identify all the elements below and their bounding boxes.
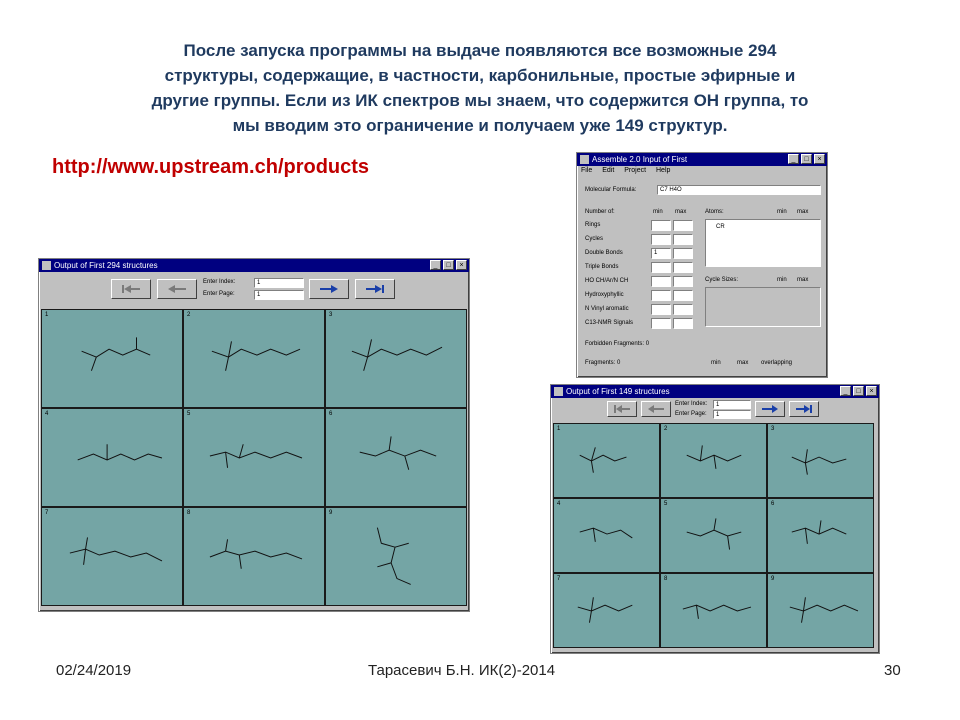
c13-nmr-min-input[interactable]: [651, 318, 671, 329]
enter-index-label: Enter Index:: [675, 401, 708, 407]
structure-cell-9[interactable]: 9: [325, 507, 467, 606]
structure-cell-2[interactable]: 2: [660, 423, 767, 498]
cycles-max-input[interactable]: [673, 234, 693, 245]
output-window-149: [550, 384, 880, 654]
molecule-drawing: [554, 499, 659, 572]
molecule-drawing: [184, 508, 324, 605]
molecule-drawing: [184, 310, 324, 407]
molecule-drawing: [42, 508, 182, 605]
heading-line-1: После запуска программы на выдаче появляются все возможные 294: [183, 41, 777, 60]
molecule-drawing: [768, 499, 873, 572]
enter-index-input[interactable]: 1: [713, 400, 751, 409]
cycle-max-label: max: [797, 277, 809, 283]
maximize-button[interactable]: □: [801, 154, 812, 164]
prev-page-button[interactable]: [157, 279, 197, 299]
title-bar: Output of First 294 structures _ □ ×: [39, 259, 469, 272]
slide-heading: [40, 38, 920, 138]
left-arrow-icon: [166, 284, 188, 294]
last-page-button[interactable]: [355, 279, 395, 299]
last-arrow-icon: [795, 405, 813, 413]
double-bonds-min-input[interactable]: 1: [651, 248, 671, 259]
structure-cell-4[interactable]: 4: [41, 408, 183, 507]
constraint-label-cycles: Cycles: [585, 236, 604, 242]
menu-help[interactable]: Help: [656, 167, 671, 174]
rings-min-input[interactable]: [651, 220, 671, 231]
molecule-drawing: [42, 310, 182, 407]
constraint-label-c13-nmr: C13-NMR Signals: [585, 320, 634, 326]
structure-cell-6[interactable]: 6: [767, 498, 874, 573]
hydroxyphyllic-min-input[interactable]: [651, 290, 671, 301]
molecule-drawing: [326, 508, 466, 605]
close-button[interactable]: ×: [866, 386, 877, 396]
atoms-list[interactable]: [705, 219, 821, 267]
hydroxyphyllic-max-input[interactable]: [673, 290, 693, 301]
footer-date: 02/24/2019: [56, 662, 132, 679]
molecule-drawing: [768, 574, 873, 647]
enter-index-label: Enter Index:: [203, 279, 236, 285]
enter-index-input[interactable]: 1: [254, 278, 304, 288]
structure-cell-1[interactable]: 1: [41, 309, 183, 408]
molecular-formula-label: Molecular Formula:: [585, 187, 637, 193]
structure-cell-5[interactable]: 5: [183, 408, 325, 507]
cycle-sizes-list[interactable]: [705, 287, 821, 327]
structure-cell-3[interactable]: 3: [767, 423, 874, 498]
structure-cell-7[interactable]: 7: [41, 507, 183, 606]
structure-cell-2[interactable]: 2: [183, 309, 325, 408]
structure-cell-6[interactable]: 6: [325, 408, 467, 507]
heading-line-2: структуры, содержащие, в частности, карбонильные, простые эфирные и: [164, 66, 796, 85]
maximize-button[interactable]: □: [853, 386, 864, 396]
overlapping-label: overlapping: [761, 360, 793, 366]
first-arrow-icon: [613, 405, 631, 413]
molecule-drawing: [184, 409, 324, 506]
molecule-drawing: [768, 424, 873, 497]
molecule-drawing: [661, 574, 766, 647]
c13-nmr-max-input[interactable]: [673, 318, 693, 329]
fragments-min-label: min: [711, 360, 721, 366]
left-arrow-icon: [647, 405, 665, 413]
enter-page-label: Enter Page:: [675, 411, 707, 417]
structure-cell-4[interactable]: 4: [553, 498, 660, 573]
last-arrow-icon: [364, 284, 386, 294]
molecule-drawing: [326, 409, 466, 506]
enter-page-label: Enter Page:: [203, 291, 235, 297]
first-page-button[interactable]: [607, 401, 637, 417]
molecule-drawing: [554, 574, 659, 647]
prev-page-button[interactable]: [641, 401, 671, 417]
constraint-label-triple-bonds: Triple Bonds: [585, 264, 619, 270]
atoms-max-label: max: [797, 209, 809, 215]
assemble-input-window: [576, 152, 828, 378]
minimize-button[interactable]: _: [840, 386, 851, 396]
molecule-drawing: [554, 424, 659, 497]
molecule-drawing: [326, 310, 466, 407]
right-arrow-icon: [761, 405, 779, 413]
menu-file[interactable]: File: [581, 167, 593, 174]
fragments-label: Fragments: 0: [585, 360, 621, 366]
maximize-button[interactable]: □: [443, 260, 454, 270]
first-arrow-icon: [120, 284, 142, 294]
molecular-formula-input[interactable]: C7 H4O: [657, 185, 821, 195]
app-icon: [554, 387, 563, 396]
cycle-sizes-label: Cycle Sizes:: [705, 277, 739, 283]
close-button[interactable]: ×: [456, 260, 467, 270]
ho-ch-min-input[interactable]: [651, 276, 671, 287]
menu-edit[interactable]: Edit: [602, 167, 615, 174]
app-icon: [42, 261, 51, 270]
right-arrow-icon: [318, 284, 340, 294]
double-bonds-max-input[interactable]: [673, 248, 693, 259]
cycles-min-input[interactable]: [651, 234, 671, 245]
n-vinyl-max-input[interactable]: [673, 304, 693, 315]
triple-bonds-max-input[interactable]: [673, 262, 693, 273]
structure-cell-8[interactable]: 8: [183, 507, 325, 606]
atom-item[interactable]: CR: [716, 224, 725, 230]
title-bar: Output of First 149 structures _ □ ×: [551, 385, 879, 398]
ho-ch-max-input[interactable]: [673, 276, 693, 287]
constraint-label-double-bonds: Double Bonds: [585, 250, 623, 256]
next-page-button[interactable]: [309, 279, 349, 299]
constraint-label-hydroxyphyllic: Hydroxyphyllic: [585, 292, 624, 298]
title-bar: Assemble 2.0 Input of First _ □ ×: [577, 153, 827, 166]
menu-project[interactable]: Project: [624, 167, 647, 174]
rings-max-input[interactable]: [673, 220, 693, 231]
structure-cell-9[interactable]: 9: [767, 573, 874, 648]
molecule-drawing: [42, 409, 182, 506]
max-column-label: max: [675, 209, 687, 215]
first-page-button[interactable]: [111, 279, 151, 299]
minimize-button[interactable]: _: [788, 154, 799, 164]
forbidden-fragments-label: Forbidden Fragments: 0: [585, 341, 650, 347]
molecule-drawing: [661, 424, 766, 497]
heading-line-4: мы вводим это ограничение и получаем уже 149 структур.: [232, 116, 728, 135]
constraint-label-ho-ch: HO CH/Ar/N CH: [585, 278, 629, 284]
atoms-label: Atoms:: [705, 209, 724, 215]
atoms-min-label: min: [777, 209, 787, 215]
structure-cell-3[interactable]: 3: [325, 309, 467, 408]
menu-bar: [577, 166, 827, 176]
minimize-button[interactable]: _: [430, 260, 441, 270]
constraint-label-n-vinyl: N Vinyl aromatic: [585, 306, 629, 312]
enter-page-input[interactable]: 1: [254, 290, 304, 300]
structure-cell-1[interactable]: 1: [553, 423, 660, 498]
heading-line-3: другие группы. Если из ИК спектров мы знаем, что содержится ОН группа, то: [151, 91, 809, 110]
enter-page-input[interactable]: 1: [713, 410, 751, 419]
structure-cell-7[interactable]: 7: [553, 573, 660, 648]
structure-cell-8[interactable]: 8: [660, 573, 767, 648]
n-vinyl-min-input[interactable]: [651, 304, 671, 315]
structure-cell-5[interactable]: 5: [660, 498, 767, 573]
next-page-button[interactable]: [755, 401, 785, 417]
number-of-label: Number of:: [585, 209, 615, 215]
product-url[interactable]: http://www.upstream.ch/products: [52, 156, 370, 178]
close-button[interactable]: ×: [814, 154, 825, 164]
molecule-drawing: [661, 499, 766, 572]
constraint-label-rings: Rings: [585, 222, 601, 228]
last-page-button[interactable]: [789, 401, 819, 417]
footer-author: Тарасевич Б.Н. ИК(2)-2014: [368, 662, 556, 679]
cycle-min-label: min: [777, 277, 787, 283]
triple-bonds-min-input[interactable]: [651, 262, 671, 273]
footer-page-number: 30: [884, 662, 901, 679]
app-icon: [580, 155, 589, 164]
fragments-max-label: max: [737, 360, 749, 366]
min-column-label: min: [653, 209, 663, 215]
output-window-294: [38, 258, 470, 612]
